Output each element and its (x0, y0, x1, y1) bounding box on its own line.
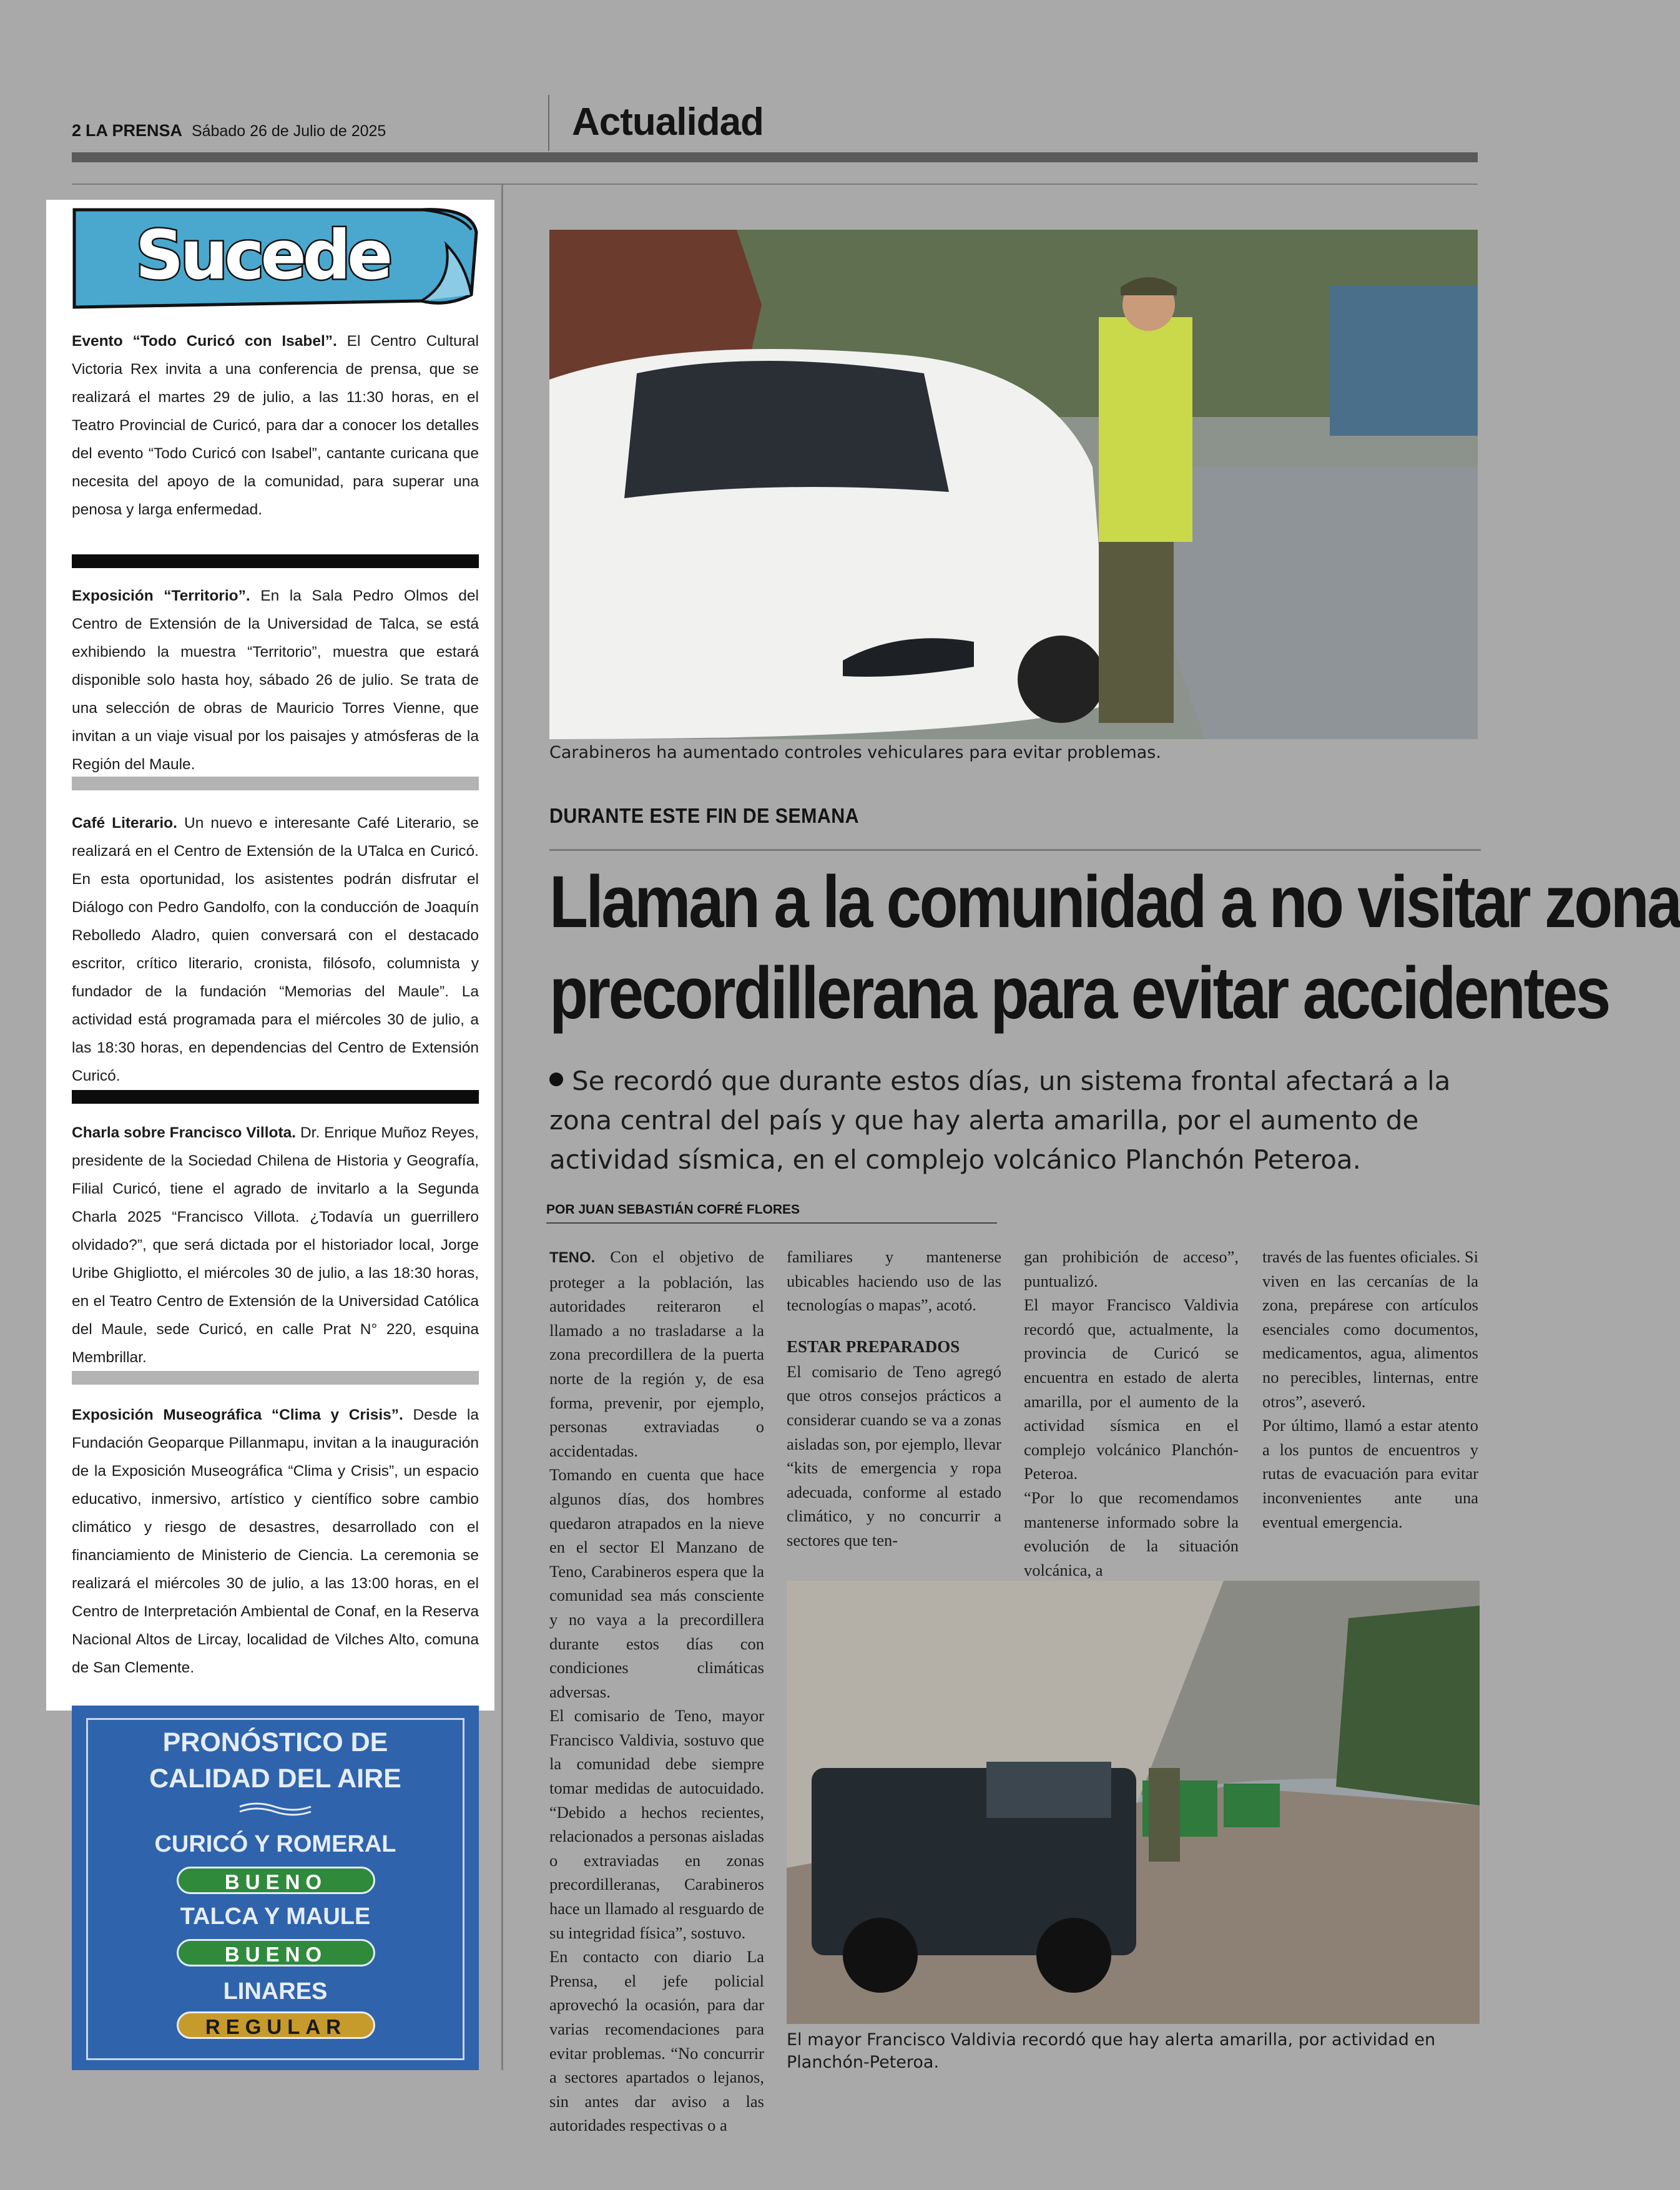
event-title: Exposición “Territorio”. (72, 587, 250, 604)
paragraph: En contacto con diario La Prensa, el jefe policial aprovechó la ocasión, para dar varias recomendaciones para evitar problemas. “No concurrir a sectores apartados o lejanos, sin antes dar aviso a las autoridades respectivas o a (549, 1947, 764, 2135)
event-text: Un nuevo e interesante Café Literario, se realizará en el Centro de Extensión de la UTalca en Curicó. En esta oportunidad, los asistentes podrán disfrutar el Diálogo con Pedro Gandolfo, con la conducción de Joaquín Rebolledo Aladro, quien conversará con el destacado escritor, crítico literario, cronista, filósofo, columnista y fundador de la fundación “Memorias del Maule”. La actividad está programada para el miércoles 30 de julio, a las 18:30 horas, en dependencias del Centro de Extensión Curicó. (72, 815, 479, 1084)
header-divider (548, 95, 549, 151)
paragraph: Por último, llamó a estar atento a los puntos de encuentros y rutas de evacuación para evitar inconvenientes ante una eventual emergencia. (1262, 1416, 1478, 1531)
event-title: Exposición Museográfica “Clima y Crisis”. (72, 1407, 403, 1423)
issue-date: Sábado 26 de Julio de 2025 (191, 122, 386, 140)
air-quality-title-1: PRONÓSTICO DE (162, 1727, 388, 1757)
photo-caption: El mayor Francisco Valdivia recordó que hay alerta amarilla, por actividad en Planchón-Peteroa. (787, 2030, 1436, 2072)
article-column-3 (1024, 1245, 1239, 1582)
event-separator (72, 1371, 479, 1385)
dateline: TENO. (549, 1249, 596, 1266)
publication-name: LA PRENSA (85, 121, 182, 140)
air-quality-place: LINARES (223, 1978, 328, 2005)
paragraph: El mayor Francisco Valdivia recordó que, actualmente, la provincia de Curicó se encuentra en estado de alerta amarilla, por el aumento de la actividad sísmica en el complejo volcánico Planchón-Peteroa. (1024, 1295, 1239, 1483)
header-bar (72, 152, 1478, 162)
page-number: 2 (72, 121, 82, 140)
air-quality-status-badge: REGULAR (177, 2011, 375, 2039)
photo-caption: Carabineros ha aumentado controles vehiculares para evitar problemas. (549, 743, 1161, 762)
event-text: Desde la Fundación Geoparque Pillanmapu, invitan a la inauguración de la Exposición Museográfica “Clima y Crisis”, un espacio educativo, inmersivo, artístico y científico sobre cambio climático y riesgo de desastres, desarrollado con el financiamiento de Ministerio de Ciencia. La ceremonia se realizará el miércoles 30 de julio, a las 13:00 horas, en el Centro de Interpretación Ambiental de Conaf, en la Reserva Nacional Altos de Lircay, localidad de Vilches Alto, comuna de San Clemente. (72, 1407, 479, 1676)
wind-icon (237, 1800, 313, 1817)
event-separator (72, 554, 479, 568)
air-quality-status-badge: BUENO (177, 1867, 375, 1894)
article-byline: POR JUAN SEBASTIÁN COFRÉ FLORES (546, 1202, 800, 1217)
header-rule (72, 184, 1478, 185)
event-text: En la Sala Pedro Olmos del Centro de Extensión de la Universidad de Talca, se está exhibiendo la muestra “Territorio”, muestra que estará disponible solo hasta hoy, sábado 26 de julio. Se trata de una selección de obras de Mauricio Torres Vienne, que invitan a un viaje visual por los paisajes y atmósferas de la Región del Maule. (72, 587, 479, 773)
event-item (72, 1401, 479, 1682)
event-separator (72, 1090, 479, 1104)
article-subhead: ESTAR PREPARADOS (787, 1337, 960, 1356)
event-text: El Centro Cultural Victoria Rex invita a una conferencia de prensa, que se realizará el martes 29 de julio, a las 11:30 horas, en el Teatro Provincial de Curicó, para dar a conocer los detalles del evento “Todo Curicó con Isabel”, cantante curicana que necesita del apoyo de la comunidad, para superar una penosa y larga enfermedad. (72, 333, 479, 518)
event-item (72, 327, 479, 524)
event-item (72, 582, 479, 778)
article-headline (549, 857, 1680, 1039)
paragraph: Con el objetivo de proteger a la población, las autoridades reiteraron el llamado a no trasladarse a la zona precordillera de la puerta norte de la región y, de esa forma, prevenir, por ejemplo, personas extraviadas o accidentadas. (549, 1247, 764, 1460)
event-separator (72, 777, 479, 790)
bullet-icon (549, 1073, 563, 1086)
event-item (72, 809, 479, 1090)
byline-rule (546, 1222, 997, 1224)
paragraph: través de las fuentes oficiales. Si viven en las cercanías de la zona, prepárese con artículos esenciales como documentos, medicamentos, agua, alimentos no perecibles, linternas, entre otros”, aseveró. (1262, 1247, 1478, 1411)
paragraph: El comisario de Teno agregó que otros consejos prácticos a considerar cuando se va a zonas aisladas son, por ejemplo, llevar “kits de emergencia y ropa adecuada, conforme al estado climático, y no concurrir a sectores que ten- (787, 1362, 1001, 1549)
article-photo-police-checkpoint (549, 230, 1478, 739)
dek-text: Se recordó que durante estos días, un sistema frontal afectará a la zona central del país y que hay alerta amarilla, por el aumento de actividad sísmica, en el complejo volcánico Planchón Peteroa. (549, 1066, 1451, 1175)
event-title: Evento “Todo Curicó con Isabel”. (72, 333, 337, 350)
air-quality-place: CURICÓ Y ROMERAL (154, 1831, 396, 1857)
headline-line: precordillerana para evitar accidentes (549, 952, 1609, 1034)
event-text: Dr. Enrique Muñoz Reyes, presidente de la Sociedad Chilena de Historia y Geografía, Filial Curicó, tiene el agrado de invitarlo a la Segunda Charla 2025 “Francisco Villota. ¿Todavía un guerrillero olvidado?”, que será dictada por el historiador local, Jorge Uribe Ghigliotto, el miércoles 30 de julio, a las 18:30 horas, en el Teatro Centro de Extensión de la Universidad Católica del Maule, sede Curicó, en calle Prat N° 220, esquina Membrillar. (72, 1124, 479, 1366)
headline-line: Llaman a la comunidad a no visitar zona (549, 861, 1680, 943)
sucede-title: Sucede (135, 217, 390, 295)
air-quality-place: TALCA Y MAULE (180, 1903, 371, 1930)
column-divider (501, 185, 503, 2070)
article-kicker: DURANTE ESTE FIN DE SEMANA (549, 804, 860, 827)
paragraph: “Por lo que recomendamos mantenerse informado sobre la evolución de la situación volcánica, a (1024, 1488, 1239, 1579)
kicker-rule (549, 849, 1481, 851)
air-quality-status-badge: BUENO (177, 1939, 375, 1967)
article-column-1 (549, 1245, 764, 2138)
article-column-2 (787, 1245, 1001, 1553)
event-title: Café Literario. (72, 815, 177, 832)
paragraph: gan prohibición de acceso”, puntualizó. (1024, 1247, 1239, 1290)
article-dek (549, 1061, 1481, 1179)
section-title: Actualidad (572, 101, 764, 144)
page-header-info (72, 121, 386, 140)
air-quality-title-2: CALIDAD DEL AIRE (149, 1764, 401, 1794)
article-photo-roadside-inspection (787, 1581, 1480, 2024)
paragraph: El comisario de Teno, mayor Francisco Valdivia, sostuvo que la comunidad debe siempre tomar medidas de autocuidado. “Debido a hechos recientes, relacionados a personas aisladas o extraviadas en zonas precordilleranas, Carabineros hace un llamado al resguardo de su integridad física”, sostuvo. (549, 1706, 764, 1942)
article-column-4 (1262, 1245, 1478, 1534)
event-title: Charla sobre Francisco Villota. (72, 1124, 297, 1141)
paragraph: familiares y mantenerse ubicables haciendo uso de las tecnologías o mapas”, acotó. (787, 1247, 1001, 1315)
paragraph: Tomando en cuenta que hace algunos días, dos hombres quedaron atrapados en la nieve en el sector El Manzano de Teno, Carabineros espera que la comunidad sea más consciente y no vaya a la precordillera durante estos días con condiciones climáticas adversas. (549, 1465, 764, 1701)
event-item (72, 1119, 479, 1372)
